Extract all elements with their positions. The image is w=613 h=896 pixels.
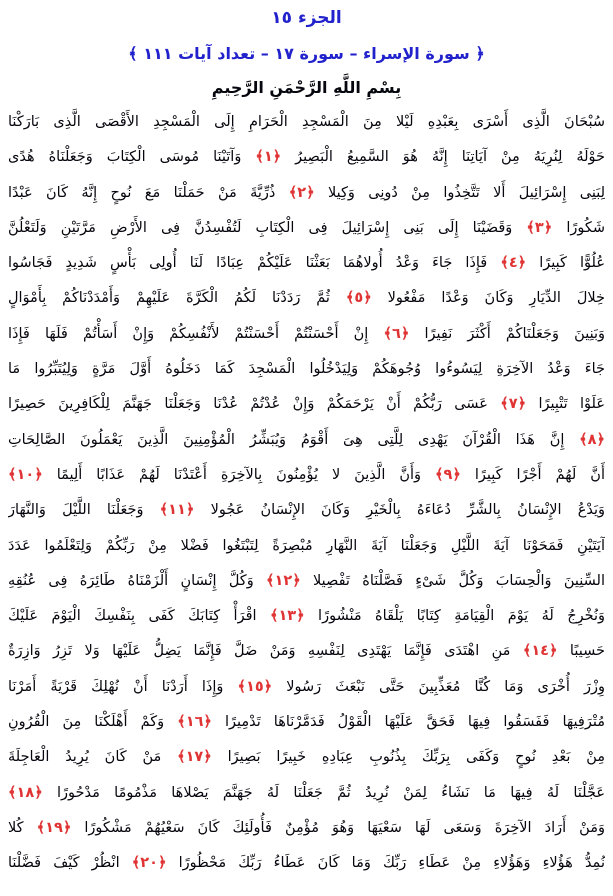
ayah-text: سُبْحَانَ الَّذِى أَسْرَى بِعَبْدِهِ لَيْلا مِنَ الْمَسْجِدِ الْحَرَامِ إِلَى الْمَسْجِدِ الأَقْصَى الَّذِى بَارَكْنَا (8, 114, 605, 130)
ayah-text: آيَتَيْنِ فَمَحَوْنَا آيَةَ اللَّيْلِ وَجَعَلْنَا آيَةَ النَّهَارِ مُبْصِرَةً لِتَبْتَغُوا فَضْلا مِنْ رَبِّكُمْ وَلِتَعْلَمُوا عَدَدَ (8, 537, 605, 554)
ayah-marker: ﴿١٣﴾ (269, 608, 305, 625)
ayah-marker: ﴿٧﴾ (500, 396, 527, 413)
ayah-text: أَنَّ لَهُمْ أَجْرًا كَبِيرًا (460, 466, 605, 483)
quran-line (8, 493, 605, 528)
ayah-text: وَيَدْعُ الإِنْسَانُ بِالشَّرِّ دُعَاءَهُ بِالْخَيْرِ وَكَانَ الإِنْسَانُ عَجُولا (194, 502, 605, 519)
ayah-marker: ﴿١٤﴾ (522, 643, 558, 660)
ayah-text: ثُمَّ رَدَدْنَا لَكُمُ الْكَرَّةَ عَلَيْهِمْ وَأَمْدَدْنَاكُمْ بِأَمْوَالٍ (8, 290, 346, 307)
ayah-text: إِنْ أَحْسَنْتُمْ أَحْسَنْتُمْ لأَنْفُسِكُمْ وَإِنْ أَسَأْتُمْ فَلَهَا فَإِذَا (8, 325, 384, 342)
quran-line (8, 846, 605, 881)
quran-line (8, 211, 605, 246)
quran-line (8, 458, 605, 493)
ayah-text: نُمِدُّ هَؤُلاءِ وَهَؤُلاءِ مِنْ عَطَاءِ رَبِّكَ وَمَا كَانَ عَطَاءُ رَبِّكَ مَحْظُورًا (166, 855, 605, 872)
quran-line (8, 811, 605, 846)
ayah-marker: ﴿٥﴾ (345, 290, 372, 307)
quran-line (8, 281, 605, 316)
ayah-marker: ﴿١﴾ (255, 149, 282, 166)
juz-header: الجزء ١٥ (271, 8, 342, 28)
ayah-marker: ﴿١٥﴾ (237, 678, 273, 695)
ayah-text: وَأَنَّ الَّذِينَ لا يُؤْمِنُونَ بِالآخِرَةِ أَعْتَدْنَا لَهُمْ عَذَابًا أَلِيمًا (42, 466, 436, 483)
quran-line (8, 705, 605, 740)
ayah-marker: ﴿٩﴾ (435, 466, 461, 483)
quran-line (8, 740, 605, 775)
ayah-marker: ﴿٦﴾ (383, 325, 410, 342)
ayah-text: وَكَمْ أَهْلَكْنَا مِنَ الْقُرُونِ (8, 714, 178, 731)
quran-line (8, 564, 605, 599)
ayah-marker: ﴿٣﴾ (526, 219, 553, 236)
ayah-text: شَكُورًا (552, 219, 605, 236)
ayah-marker: ﴿١٨﴾ (8, 784, 43, 801)
quran-line (8, 634, 605, 669)
ayah-text: حَسِيبًا (557, 643, 605, 660)
ayah-text: فَإِذَا جَاءَ وَعْدُ أُولاهُمَا بَعَثْنَا عَلَيْكُمْ عِبَادًا لَنَا أُولِى بَأْسٍ شَدِيدٍ فَجَاسُوا (8, 255, 501, 272)
ayah-text: مُتْرَفِيهَا فَفَسَقُوا فِيهَا فَحَقَّ عَلَيْهَا الْقَوْلُ فَدَمَّرْنَاهَا تَدْمِيرًا (211, 714, 605, 731)
quran-line (8, 246, 605, 281)
quran-line (8, 529, 605, 564)
ayah-text: وَجَعَلْنَا اللَّيْلَ وَالنَّهَارَ (8, 502, 160, 519)
ayah-text: مَنْ كَانَ يُرِيدُ الْعَاجِلَةَ (8, 749, 178, 766)
ayah-marker: ﴿٢٠﴾ (131, 855, 167, 872)
ayah-text: وِزْرَ أُخْرَى وَمَا كُنَّا مُعَذِّبِينَ حَتَّى نَبْعَثَ رَسُولا (272, 678, 605, 695)
ayah-text: عُلُوًّا كَبِيرًا (526, 255, 605, 272)
quran-line (8, 317, 605, 352)
ayah-text: وَنُخْرِجُ لَهُ يَوْمَ الْقِيَامَةِ كِتَابًا يَلْقَاهُ مَنْشُورًا (304, 608, 605, 625)
ayah-text: وَكُلَّ إِنْسَانٍ أَلْزَمْنَاهُ طَائِرَهُ فِى عُنُقِهِ (8, 572, 266, 589)
ayah-text: لِبَنِى إِسْرَائِيلَ أَلا تَتَّخِذُوا مِنْ دُونِى وَكِيلا (314, 184, 605, 201)
ayah-text: مِنْ بَعْدِ نُوحٍ وَكَفَى بِرَبِّكَ بِذُنُوبِ عِبَادِهِ خَبِيرًا بَصِيرًا (211, 749, 605, 766)
ayah-marker: ﴿١٩﴾ (36, 819, 72, 836)
quran-text (8, 105, 605, 882)
ayah-text: إِنَّ هَذَا الْقُرْآنَ يَهْدِى لِلَّتِى هِىَ أَقْوَمُ وَيُبَشِّرُ الْمُؤْمِنِينَ الَّذِينَ يَعْمَلُونَ الصَّالِحَاتِ (8, 431, 580, 448)
ayah-marker: ﴿١٠﴾ (8, 466, 43, 483)
ayah-text: خِلالَ الدِّيَارِ وَكَانَ وَعْدًا مَفْعُولا (371, 290, 605, 307)
ayah-marker: ﴿١٦﴾ (177, 714, 212, 731)
ayah-text: انْظُرْ كَيْفَ فَضَّلْنَا (8, 855, 132, 872)
ayah-marker: ﴿١١﴾ (159, 502, 195, 519)
ayah-marker: ﴿٨﴾ (579, 431, 605, 448)
ayah-text: عَجَّلْنَا لَهُ فِيهَا مَا نَشَاءُ لِمَنْ نُرِيدُ ثُمَّ جَعَلْنَا لَهُ جَهَنَّمَ يَصْلاهَا مَذْمُومًا مَدْحُورًا (42, 784, 605, 801)
ayah-text: مَنِ اهْتَدَى فَإِنَّمَا يَهْتَدِى لِنَفْسِهِ وَمَنْ ضَلَّ فَإِنَّمَا يَضِلُّ عَلَيْهَا وَلا تَزِرُ وَازِرَةٌ (8, 643, 523, 660)
ayah-text: كُلا (8, 819, 37, 836)
quran-line (8, 105, 605, 140)
bismillah: بِسْمِ اللَّهِ الرَّحْمَنِ الرَّحِيمِ (211, 78, 402, 97)
quran-line (8, 352, 605, 387)
quran-line (8, 776, 605, 811)
ayah-text: عَسَى رَبُّكُمْ أَنْ يَرْحَمَكُمْ وَإِنْ عُدْتُمْ عُدْنَا وَجَعَلْنَا جَهَنَّمَ لِلْكَافِرِينَ حَصِيرًا (8, 396, 501, 413)
ayah-marker: ﴿١٢﴾ (266, 572, 301, 589)
quran-line (8, 599, 605, 634)
ayah-text: وَبَنِينَ وَجَعَلْنَاكُمْ أَكْثَرَ نَفِيرًا (409, 325, 605, 342)
quran-line (8, 387, 605, 422)
ayah-text: حَوْلَهُ لِنُرِيَهُ مِنْ آيَاتِنَا إِنَّهُ هُوَ السَّمِيعُ الْبَصِيرُ (281, 149, 605, 166)
surah-info-header: ﴿ سورة الإسراء – سورة ١٧ – تعداد آيات ١١١ ﴾ (128, 44, 485, 63)
quran-line (8, 423, 605, 458)
ayah-text: اقْرَأْ كِتَابَكَ كَفَى بِنَفْسِكَ الْيَوْمَ عَلَيْكَ (8, 608, 270, 625)
ayah-text: وَإِذَا أَرَدْنَا أَنْ نُهْلِكَ قَرْيَةً أَمَرْنَا (8, 678, 238, 695)
ayah-text: عَلَوْا تَتْبِيرًا (526, 396, 605, 413)
quran-line (8, 176, 605, 211)
ayah-text: وَآتَيْنَا مُوسَى الْكِتَابَ وَجَعَلْنَاهُ هُدًى (8, 149, 256, 166)
ayah-text: ذُرِّيَّةَ مَنْ حَمَلْنَا مَعَ نُوحٍ إِنَّهُ كَانَ عَبْدًا (8, 184, 289, 201)
ayah-marker: ﴿٤﴾ (500, 255, 527, 272)
quran-line (8, 140, 605, 175)
ayah-marker: ﴿٢﴾ (288, 184, 315, 201)
ayah-text: وَمَنْ أَرَادَ الآخِرَةَ وَسَعَى لَهَا سَعْيَهَا وَهُوَ مُؤْمِنٌ فَأُولَئِكَ كَانَ سَعْيُهُمْ مَشْكُورًا (71, 819, 605, 836)
ayah-text: وَقَضَيْنَا إِلَى بَنِى إِسْرَائِيلَ فِى الْكِتَابِ لَتُفْسِدُنَّ فِى الأَرْضِ مَرَّتَيْنِ وَلَتَعْلُنَّ (8, 219, 527, 236)
ayah-text: جَاءَ وَعْدُ الآخِرَةِ لِيَسُوءُوا وُجُوهَكُمْ وَلِيَدْخُلُوا الْمَسْجِدَ كَمَا دَخَلُوهُ أَوَّلَ مَرَّةٍ وَلِيُتَبِّرُوا مَا (8, 361, 605, 378)
quran-line (8, 670, 605, 705)
ayah-text: السِّنِينَ وَالْحِسَابَ وَكُلَّ شَىْءٍ فَصَّلْنَاهُ تَفْصِيلا (300, 572, 605, 589)
ayah-marker: ﴿١٧﴾ (177, 749, 212, 766)
